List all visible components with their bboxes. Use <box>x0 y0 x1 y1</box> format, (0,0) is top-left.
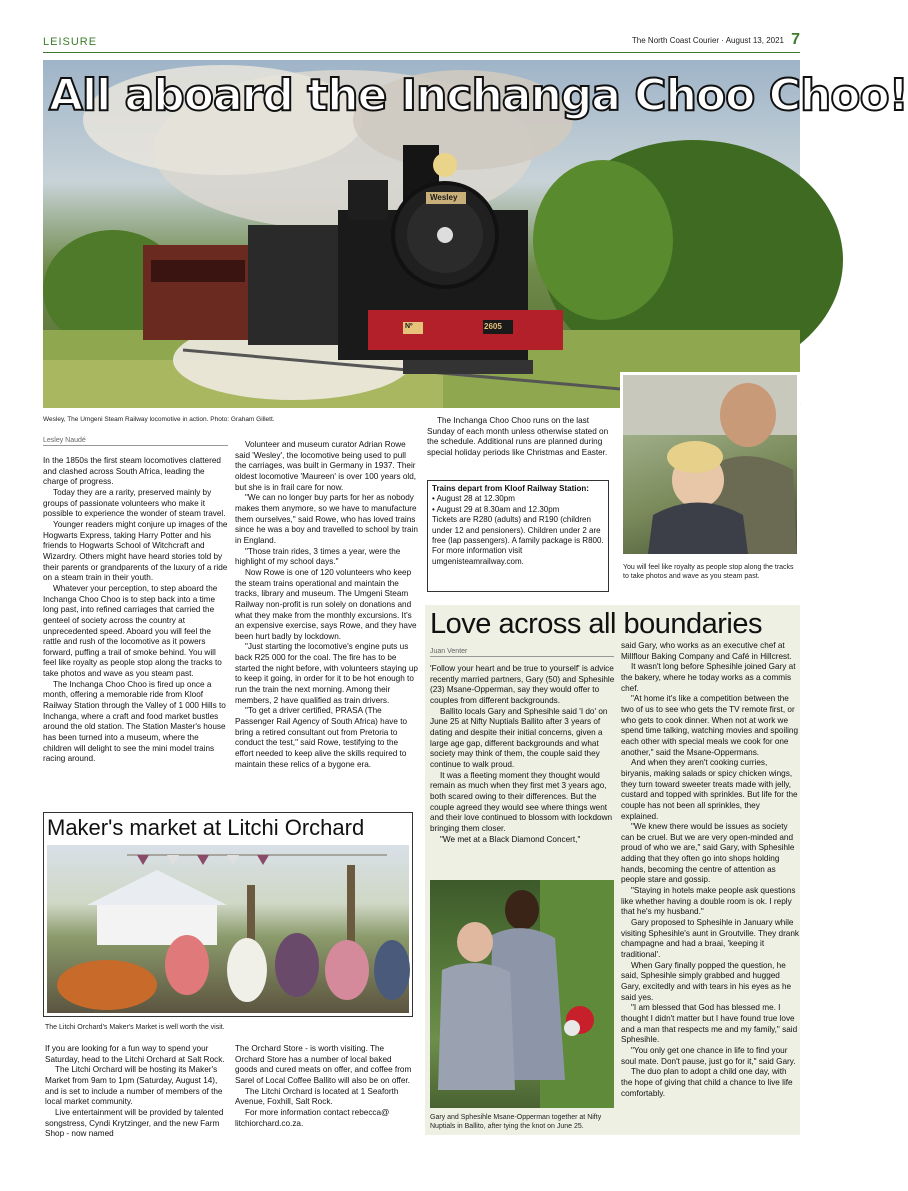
paragraph: If you are looking for a fun way to spend your Saturday, head to the Litchi Orchard at Salt Rock. <box>45 1044 225 1064</box>
paragraph: The Litchi Orchard will be hosting its Maker's Market from 9am to 1pm (Saturday, August 14), and is set to include a number of members of the local market community. <box>45 1065 223 1107</box>
infobox-line: Tickets are R280 (adults) and R190 (children under 12 and pensioners). Children under 2 are free (lap passengers). A family package is R800. <box>432 515 604 545</box>
paragraph: For more information contact rebecca@ litchiorchard.co.za. <box>235 1107 390 1128</box>
couple-photo <box>430 880 614 1108</box>
header-rule <box>43 52 800 53</box>
section-label: LEISURE <box>43 36 98 48</box>
paragraph: Today they are a rarity, preserved mainly by groups of passionate volunteers who make it possible to experience the wonder of steam travel. <box>43 487 226 519</box>
paragraph: "You only get one chance in life to find your soul mate. Don't pause, just go for it," said Gary. <box>621 1045 796 1066</box>
paragraph: The Inchanga Choo Choo runs on the last Sunday of each month unless otherwise stated on the schedule. Additional runs are planned during special holiday periods like Christmas and Easter. <box>427 416 609 457</box>
paragraph: Whatever your perception, to step aboard the Inchanga Choo Choo is to step back into a time long past, into refined carriages that carried the genteel of society across the country at unprecedented speed. Aboard you will feel the rattle and rush of the locomotive as it powers forward, puffing a trail of smoke behind. You will feel like royalty as people stop along the tracks to take photos and wave as you steam past. <box>43 583 222 679</box>
paragraph: The Litchi Orchard is located at 1 Seaforth Avenue, Foxhill, Salt Rock. <box>235 1086 399 1107</box>
paragraph: said Gary, who works as an executive chef at Millflour Baking Company and Café in Hillcrest. <box>621 641 792 661</box>
train-col-3 <box>427 416 615 459</box>
paragraph: "To get a driver certified, PRASA (The Passenger Rail Agency of South Africa) have to bring a retired consultant out from Pretoria to conduct the test," said Rowe, testifying to the effort needed to keep alive the skills required to maintain these relics of a bygone era. <box>235 706 408 769</box>
paragraph: Now Rowe is one of 120 volunteers who keep the steam trains operational and maintain the tracks, library and museum. The Umgeni Steam Railway non-profit is run solely on donations and what they make from the monthly excursions. It's an expensive exercise, says Rowe, and they have been hurt badly by lockdown. <box>235 567 417 641</box>
paragraph: "I am blessed that God has blessed me. I thought I didn't matter but I have found true love and a man that respects me and my family," said Sphesihle. <box>621 1003 798 1045</box>
locomotive-number: 2605 <box>484 322 502 331</box>
paragraph: "We met at a Black Diamond Concert," <box>440 834 581 844</box>
paper-dateline: The North Coast Courier · August 13, 2021 <box>631 36 784 45</box>
train-byline: Lesley Naudé <box>43 437 228 446</box>
infobox-line: • August 28 at 12.30pm <box>432 494 515 504</box>
family-illustration <box>623 375 797 554</box>
love-col-1 <box>430 664 616 845</box>
locomotive-number-prefix: Nº <box>405 323 413 330</box>
hero-caption: Wesley, The Umgeni Steam Railway locomotive in action. Photo: Graham Gillett. <box>43 416 275 423</box>
paragraph: 'Follow your heart and be true to yourself' is advice recently married partners, Gary (50) and Sphesihle (23) Msane-Opperman, say they would offer to couples from different backgrounds. <box>430 664 615 705</box>
paragraph: The Inchanga Choo Choo is fired up once a month, offering a memorable ride from Kloof Railway Station through the Valley of 1 000 Hills to Inchanga, where a craft and food market bustles around the old station. The Station Master's house has been turned into a museum, where the children will delight to see the mini model trains racing around. <box>43 679 226 764</box>
paragraph: The Orchard Store - is worth visiting. The Orchard Store has a number of local baked goods and cured meats on offer, and coffee from Sarel of Local Coffee Ballito will also be on offer. <box>235 1044 412 1085</box>
paragraph: Ballito locals Gary and Sphesihle said 'I do' on June 25 at Nifty Nuptials Ballito after 3 years of dating and despite their initial concerns, given a large age gap, different backgrounds and what society may think of them, the couple said they continue to walk proud. <box>430 706 608 769</box>
paragraph: Gary proposed to Sphesihle in January while visiting Sphesihle's aunt in Groutville. They drank champagne and had a braai, 'keeping it traditional'. <box>621 918 799 960</box>
paragraph: When Gary finally popped the question, he said, Sphesihle simply grabbed and hugged Gary, excitedly and with tears in his eyes as he said yes. <box>621 960 792 1002</box>
paragraph: "At home it's like a competition between the two of us to see who gets the TV remote first, or who gets to cook dinner. When not at work we spend time talking, watching movies and spoiling each other with special meals we cook for one another," said the Msane-Oppermans. <box>621 694 799 757</box>
paragraph: "We can no longer buy parts for her as nobody makes them anymore, so we have to manufacture them ourselves," said Rowe, who has loved trains since he was a boy and travelled to school by train in England. <box>235 493 418 545</box>
market-col-2 <box>235 1044 415 1129</box>
paragraph: "Those train rides, 3 times a year, were the highlight of my school days." <box>235 546 401 567</box>
paragraph: The duo plan to adopt a child one day, with the hope of giving that child a chance to live life comfortably. <box>621 1067 793 1098</box>
paragraph: And when they aren't cooking curries, biryanis, making salads or spicy chicken wings, they turn toward sweeter treats made with jelly, custard and topped with sprinkles. But life for the couple has not been all sprinkles, they explained. <box>621 758 798 821</box>
infobox-line: • August 29 at 8.30am and 12.30pm <box>432 504 560 514</box>
paragraph: Younger readers might conjure up images of the Hogwarts Express, taking Harry Potter and his friends to Hogwarts School of Witchcraft and Wizardry. Others might have heard stories told by their parents or grandparents of the luxury of a ride on a steam train in their youth. <box>43 519 228 583</box>
infobox-title: Trains depart from Kloof Railway Station: <box>432 484 589 493</box>
train-col-2 <box>235 440 418 770</box>
paragraph: "We knew there would be issues as society can be cruel. But we are very open-minded and proud of who we are," said Gary, with Sphesihle adding that they often go into shops holding hands, becoming the centre of attention as people stare and gossip. <box>621 822 795 885</box>
love-col-2 <box>621 641 799 1099</box>
couple-caption: Gary and Sphesihle Msane-Opperman together at Nifty Nuptials in Ballito, after tying the knot on June 25. <box>430 1114 602 1131</box>
departure-info-box <box>427 480 609 592</box>
paragraph: In the 1850s the first steam locomotives clattered and clashed across South Africa, leading the charge of progress. <box>43 456 221 487</box>
paragraph: "Just starting the locomotive's engine puts us back R25 000 for the coal. The fire has to be started the night before, with volunteers staying up to keep it going, in order for it to be hot enough to run the train the next morning. Among their members, 2 have qualified as train drivers. <box>235 642 418 705</box>
locomotive-nameplate: Wesley <box>430 193 458 202</box>
page-number: 7 <box>791 31 800 48</box>
hero-photo <box>43 60 908 408</box>
inset-photo-family <box>620 372 800 557</box>
market-col-1 <box>45 1044 225 1140</box>
paragraph: It was a fleeting moment they thought would remain as much when they first met 3 years ago, both scared owing to their differences. But the couple agreed they would see where things went and their love continued to blossom with lockdown bringing them closer. <box>430 770 613 833</box>
love-byline: Juan Venter <box>430 648 614 657</box>
love-title: Love across all boundaries <box>430 608 762 640</box>
market-title: Maker's market at Litchi Orchard <box>47 815 365 840</box>
paragraph: Volunteer and museum curator Adrian Rowe said 'Wesley', the locomotive being used to pull the carriages, was built in Germany in 1937. Their oldest locomotive 'Maureen' is over 100 years old, but she is in frail care for now. <box>235 440 417 492</box>
couple-illustration <box>430 880 614 1108</box>
paragraph: It wasn't long before Sphesihle joined Gary at the bakery, where he today works as a commis chef. <box>621 662 796 693</box>
market-crowd-illustration <box>47 845 409 1013</box>
infobox-line: For more information visit umgenisteamrailway.com. <box>432 546 524 566</box>
inset-caption: You will feel like royalty as people stop along the tracks to take photos and wave as you steam past. <box>623 564 794 581</box>
headline: All aboard the Inchanga Choo Choo! <box>49 70 908 121</box>
train-col-1 <box>43 456 229 765</box>
market-photo <box>47 845 409 1013</box>
paragraph: "Staying in hotels make people ask questions like whether having a double room is ok. I reply that he's my husband." <box>621 886 796 917</box>
paragraph: Live entertainment will be provided by talented songstress, Cyndi Krytzinger, and the new Farm Shop - now named <box>45 1107 224 1139</box>
market-caption: The Litchi Orchard's Maker's Market is well worth the visit. <box>45 1024 225 1031</box>
